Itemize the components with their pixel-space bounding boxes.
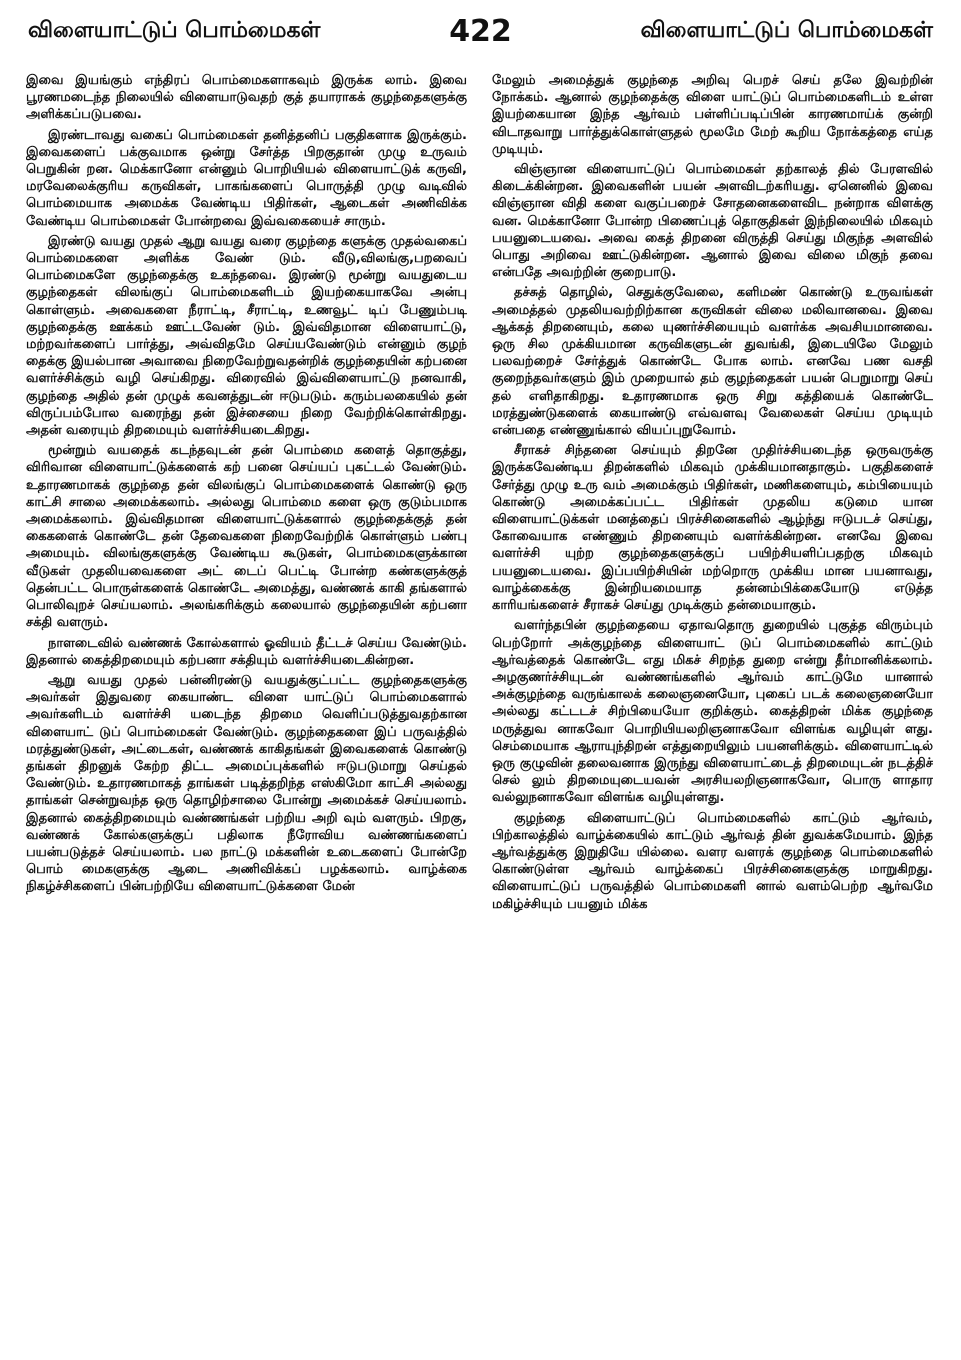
paragraph: தச்சுத் தொழில், செதுக்குவேலை, களிமண் கொண்டு உருவங்கள் அமைத்தல் முதலியவற்றிற்கான கருவிகள் விலை மலிவானவை. இவை ஆக்கத் திறனையும், கலை யுணர்ச்சியையும் வளர்க்க அவசியமானவை. ஒரு சில முக்கியமான கருவிகளுடன் துவங்கி, இடையிலே மேலும் பலவற்றைச் சேர்த்துக் கொண்டே போக லாம். எனவே பண வசதி குறைந்தவர்களும் இம் முறையால் தம் குழந்தைகள் பயன் பெறுமாறு செய் தல் எளிதாகிறது. உதாரணமாக ஒரு சிறு கத்தியைக் கொண்டே மரத்துண்டுகளைக் கையாண்டு எவ்வளவு வேலைகள் செய்ய முடியும் என்பதை எண்ணுங்கால் வியப்புறுவோம். — [492, 285, 933, 439]
paragraph: சீராகச் சிந்தனை செய்யும் திறனே முதிர்ச்சியடைந்த ஒருவருக்கு இருக்கவேண்டிய திறன்களில் மிகவும் முக்கியமானதாகும். பகுதிகளைச் சேர்த்து முழு உரு வம் அமைக்கும் பிதிர்கள், மணிகளையும், கம்பியையும் கொண்டு அமைக்கப்பட்ட பிதிர்கள் முதலிய கடுமை யான விளையாட்டுக்கள் மனத்தைப் பிரச்சினைகளில் ஆழ்ந்து ஈடுபடச் செய்து, கோவையாக எண்ணும் திறனையும் வளர்க்கின்றன. எனவே இவை வளர்ச்சி யுற்ற குழந்தைகளுக்குப் பயிற்சியளிப்பதற்கு மிகவும் பயனுடையவை. இப்பயிற்சியின் மற்றொரு முக்கிய மான பயனாவது, வாழ்க்கைக்கு இன்றியமையாத தன்னம்பிக்கையோடு எடுத்த காரியங்களைச் சீராகச் செய்து முடிக்கும் தன்மையாகும். — [492, 443, 933, 614]
paragraph: நாளடைவில் வண்ணக் கோல்களால் ஓவியம் தீட்டச் செய்ய வேண்டும். இதனால் கைத்திறமையும் கற்பனா சக்தியும் வளர்ச்சியடைகின்றன. — [26, 635, 467, 668]
running-title-right: விளையாட்டுப் பொம்மைகள் — [640, 18, 933, 43]
right-column — [492, 72, 933, 1348]
running-title-left: விளையாட்டுப் பொம்மைகள் — [28, 18, 321, 43]
paragraph: விஞ்ஞான விளையாட்டுப் பொம்மைகள் தற்காலத் தில் பேரளவில் கிடைக்கின்றன. இவைகளின் பயன் அளவிடற்கரியது. ஏனெனில் இவை விஞ்ஞான விதி களை வகுப்பறைச் சோதனைகளைவிட நன்றாக விளக்கு வன. மெக்கானோ போன்ற பிணைப்புத் தொகுதிகள் இந்நிலையில் மிகவும் பயனுடையவை. அவை கைத் திறனை விருத்தி செய்து மிகுந்த அளவில் பொது அறிவை ஊட்டுகின்றன. ஆனால் இவை விலை மிகுந் தவை என்பதே அவற்றின் குறைபாடு. — [492, 162, 933, 281]
paragraph: வளர்ந்தபின் குழந்தையை ஏதாவதொரு துறையில் புகுத்த விரும்பும் பெற்றோர் அக்குழந்தை விளையாட் டுப் பொம்மைகளில் காட்டும் ஆர்வத்தைக் கொண்டே எது மிகச் சிறந்த துறை என்று தீர்மானிக்கலாம். அழகுணர்ச்சியுடன் வண்ணங்களில் ஆர்வம் காட்டுமே யானால் அக்குழந்தை வருங்காலக் கலைஞனையோ, புகைப் படக் கலைஞனையோ அல்லது கட்டடச் சிற்பியையோ குறிக்கும். கைத்திறன் மிக்க குழந்தை மருத்துவ னாகவோ பொறியியலறிஞனாகவோ விளங்க வழியுள் ளது. செம்மையாக ஆராயுந்திறன் எத்துறையிலும் பயனளிக்கும். விளையாட்டில் ஒரு குழுவின் தலைவனாக இருந்து விளையாட்டைத் திறமையுடன் நடத்திச் செல் லும் திறமையுடையவன் அரசியலறிஞனாகவோ, பொரு ளாதார வல்லுநனாகவோ விளங்க வழியுள்ளது. — [492, 618, 933, 806]
page-header — [0, 0, 961, 62]
left-column — [26, 72, 467, 1348]
paragraph: மேலும் அமைத்துக் குழந்தை அறிவு பெறச் செய் தலே இவற்றின் நோக்கம். ஆனால் குழந்தைக்கு விளை யாட்டுப் பொம்மைகளிடம் உள்ள இயற்கையான இந்த ஆர்வம் பள்ளிப்படிப்பின் காரணமாய்க் குன்றி விடாதவாறு பார்த்துக்கொள்ளுதல் மூலமே மேற் கூறிய நோக்கத்தை எய்த முடியும். — [492, 73, 933, 157]
paragraph: மூன்றும் வயதைக் கடந்தவுடன் தன் பொம்மை களைத் தொகுத்து, விரிவான விளையாட்டுக்களைக் கற் பனை செய்யப் புகட்டல் வேண்டும். உதாரணமாகக் குழந்தை தன் விலங்குப் பொம்மைகளைக் கொண்டு ஒரு காட்சி சாலை அமைக்கலாம். அல்லது பொம்மை களை ஒரு குடும்பமாக அமைக்கலாம். இவ்விதமான விளையாட்டுக்களால் குழந்தைக்குத் தன் கைகளைக் கொண்டே தன் தேவைகளை நிறைவேற்றிக் கொள்ளும் பண்பு அமையும். விலங்குகளுக்கு வேண்டிய கூடுகள், பொம்மைகளுக்கான வீடுகள் முதலியவைகளை அட் டைப் பெட்டி போன்ற கண்களுக்குத் தென்பட்ட பொருள்களைக் கொண்டே அமைத்து, வண்ணக் காகி தங்களால் பொலிவுறச் செய்யலாம். அலங்கரிக்கும் கலையால் குழந்தையின் கற்பனா சக்தி வளரும். — [26, 443, 467, 631]
paragraph: இரண்டாவது வகைப் பொம்மைகள் தனித்தனிப் பகுதிகளாக இருக்கும். இவைகளைப் பக்குவமாக ஒன்று சேர்த்த பிறகுதான் முழு உருவம் பெறுகின் றன. மெக்கானோ என்னும் பொறியியல் விளையாட்டுக் கருவி, மரவேலைக்குரிய கருவிகள், பாகங்களைப் பொருத்தி முழு வடிவில் பொம்மையாக அமைக்க வேண்டிய பிதிர்கள், ஆடைகள் அணிவிக்க வேண்டிய பொம்மைகள் போன்றவை இவ்வகையைச் சாரும். — [26, 127, 467, 229]
page-number: 422 — [449, 14, 512, 49]
paragraph: இவை இயங்கும் எந்திரப் பொம்மைகளாகவும் இருக்க லாம். இவை பூரணமடைந்த நிலையில் விளையாடுவதற் குத் தயாராகக் குழந்தைகளுக்கு அளிக்கப்படுபவை. — [26, 73, 467, 123]
paragraph: குழந்தை விளையாட்டுப் பொம்மைகளில் காட்டும் ஆர்வம், பிற்காலத்தில் வாழ்க்கையில் காட்டும் ஆர்வத் தின் துவக்கமேயாம். இந்த ஆர்வத்துக்கு இறுதியே யில்லை. வளர வளரக் குழந்தை பொம்மைகளில் கொண்டுள்ள ஆர்வம் வாழ்க்கைப் பிரச்சினைகளுக்கு மாறுகிறது. விளையாட்டுப் பருவத்தில் பொம்மைகளி னால் வளம்பெற்ற ஆர்வமே மகிழ்ச்சியும் பயனும் மிக்க — [492, 810, 933, 912]
paragraph: இரண்டு வயது முதல் ஆறு வயது வரை குழந்தை களுக்கு முதல்வகைப் பொம்மைகளை அளிக்க வேண் டும். வீடு,விலங்கு,பறவைப் பொம்மைகளே குழந்தைக்கு உகந்தவை. இரண்டு மூன்று வயதுடைய குழந்தைகள் விலங்குப் பொம்மைகளிடம் இயற்கையாகவே அன்பு கொள்ளும். அவைகளை நீராட்டி, சீராட்டி, உணவூட் டிப் பேணும்படி குழந்தைக்கு ஊக்கம் ஊட்டவேண் டும். இவ்விதமான விளையாட்டு, மற்றவர்களைப் பார்த்து, அவ்விதமே செய்யவேண்டும் என்னும் குழந் தைக்கு இயல்பான அவாவை நிறைவேற்றுவதன்றிக் குழந்தையின் கற்பனை வளர்ச்சிக்கும் வழி செய்கிறது. விரைவில் இவ்விளையாட்டு நனவாகி, குழந்தை அதில் தன் முழுக் கவனத்துடன் ஈடுபடும். கரும்பலகையில் தன் விருப்பம்போல வரைந்து தன் இச்சையை நிறை வேற்றிக்கொள்கிறது. அதன் வரையும் திறமையும் வளர்ச்சியடைகிறது. — [26, 233, 467, 439]
paragraph: ஆறு வயது முதல் பன்னிரண்டு வயதுக்குட்பட்ட குழந்தைகளுக்கு அவர்கள் இதுவரை கையாண்ட விளை யாட்டுப் பொம்மைகளால் அவர்களிடம் வளர்ச்சி யடைந்த திறமை வெளிப்படுத்துவதற்கான விளையாட் டுப் பொம்மைகள் வேண்டும். குழந்தைகளை இப் பருவத்தில் மரத்துண்டுகள், அட்டைகள், வண்ணக் காகிதங்கள் இவைகளைக் கொண்டு தங்கள் திறனுக் கேற்ற திட்ட அமைப்புக்களில் ஈடுபடுமாறு செய்தல் வேண்டும். உதாரணமாகத் தாங்கள் படித்தறிந்த எஸ்கிமோ காட்சி அல்லது தாங்கள் சென்றுவந்த ஒரு தொழிற்சாலை போன்று அமைக்கச் செய்யலாம். இதனால் கைத்திறமையும் வண்ணங்கள் பற்றிய அறி வும் வளரும். பிறகு, வண்ணக் கோல்களுக்குப் பதிலாக நீரோவிய வண்ணங்களைப் பயன்படுத்தச் செய்யலாம். பல நாட்டு மக்களின் உடைகளைப் போன்றே பொம் மைகளுக்கு ஆடை அணிவிக்கப் பழக்கலாம். வாழ்க்கை நிகழ்ச்சிகளைப் பின்பற்றியே விளையாட்டுக்களை மேன் — [26, 672, 467, 895]
